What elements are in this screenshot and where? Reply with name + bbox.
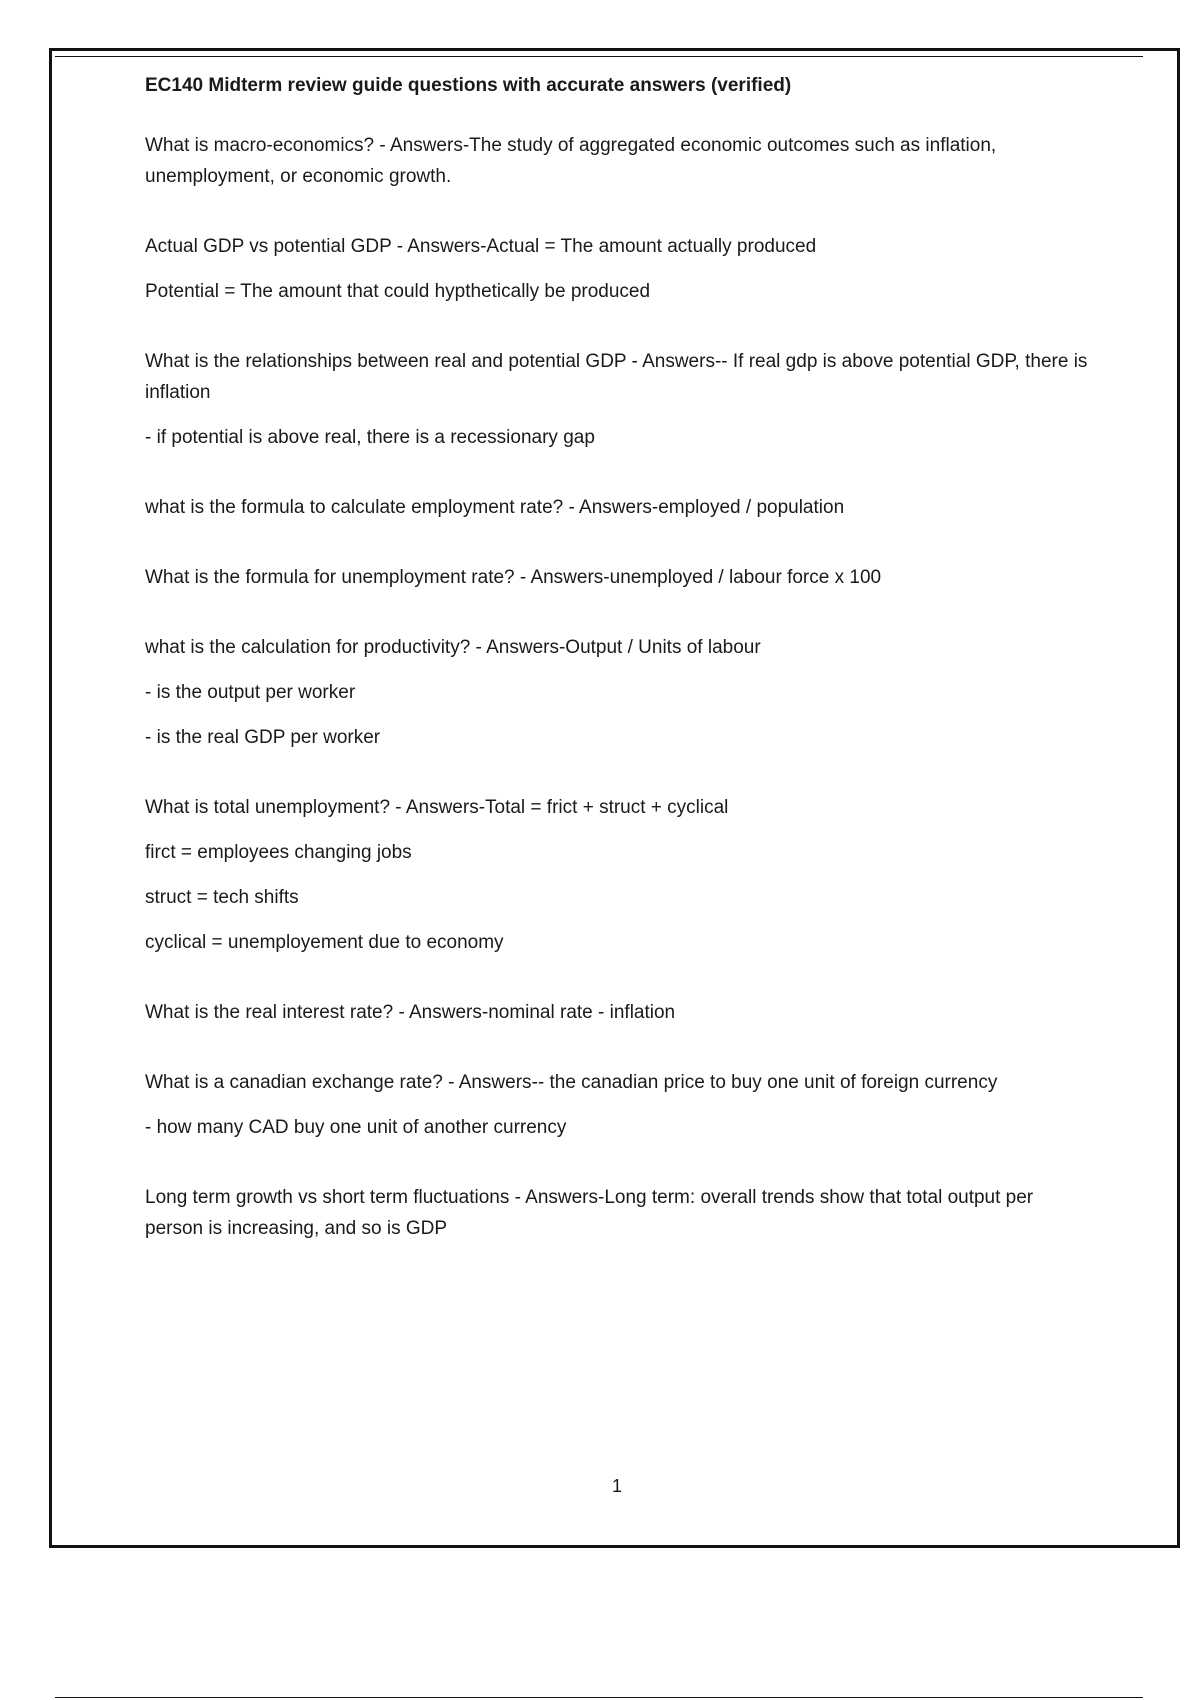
qa-line: What is the formula for unemployment rate? - Answers-unemployed / labour force x 100 [145,567,882,588]
qa-line: firct = employees changing jobs [145,842,412,863]
qa-line: - if potential is above real, there is a recessionary gap [145,427,595,448]
qa-item-long-vs-short-term [145,1182,1090,1244]
qa-item-unemployment-rate [145,562,1090,593]
qa-item-productivity [145,632,1090,753]
qa-item-real-vs-potential-gdp [145,346,1090,453]
document-body [145,72,1090,1283]
qa-line: What is the relationships between real and potential GDP - Answers-- If real gdp is above potential GDP, there is inflation [145,351,1088,403]
qa-line: Potential = The amount that could hypthetically be produced [145,281,651,302]
qa-item-employment-rate [145,492,1090,523]
qa-line: struct = tech shifts [145,887,299,908]
qa-item-actual-vs-potential-gdp [145,231,1090,307]
qa-line: - is the real GDP per worker [145,727,381,748]
qa-line: What is total unemployment? - Answers-Total = frict + struct + cyclical [145,797,729,818]
qa-item-macroeconomics [145,130,1090,192]
document-title: EC140 Midterm review guide questions with accurate answers (verified) [145,75,792,96]
page-top-rule [55,56,1143,57]
qa-line: - how many CAD buy one unit of another currency [145,1117,567,1138]
next-page-top-rule [55,1697,1143,1698]
qa-line: what is the formula to calculate employment rate? - Answers-employed / population [145,497,845,518]
qa-line: What is a canadian exchange rate? - Answers-- the canadian price to buy one unit of foreign currency [145,1072,998,1093]
qa-line: what is the calculation for productivity? - Answers-Output / Units of labour [145,637,761,658]
qa-line: Long term growth vs short term fluctuations - Answers-Long term: overall trends show that total output per person is increasing, and so is GDP [145,1187,1034,1239]
qa-line: Actual GDP vs potential GDP - Answers-Actual = The amount actually produced [145,236,817,257]
qa-item-real-interest-rate [145,997,1090,1028]
qa-line: cyclical = unemployement due to economy [145,932,504,953]
qa-line: What is macro-economics? - Answers-The study of aggregated economic outcomes such as inflation, unemployment, or economic growth. [145,135,997,187]
qa-line: What is the real interest rate? - Answers-nominal rate - inflation [145,1002,676,1023]
qa-item-total-unemployment [145,792,1090,958]
page-number: 1 [611,1476,622,1496]
qa-item-exchange-rate [145,1067,1090,1143]
qa-line: - is the output per worker [145,682,356,703]
